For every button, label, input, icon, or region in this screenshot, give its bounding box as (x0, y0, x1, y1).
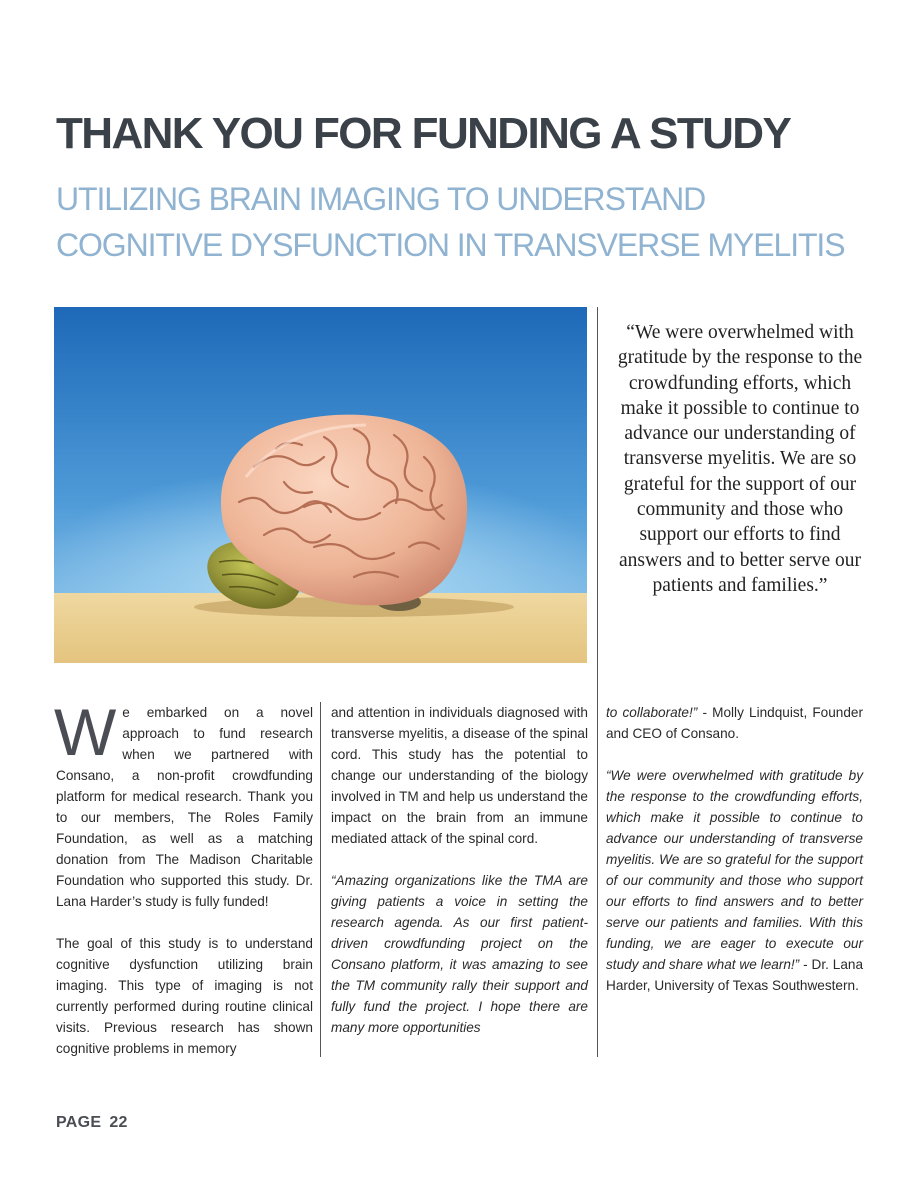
column-divider-right (597, 307, 598, 1057)
article-paragraph-goal: The goal of this study is to understand cognitive dysfunction utilizing brain imaging. This type of imaging is not currently performed during routine clinical visits. Previous research has shown cognitive problems in memory (56, 936, 313, 1056)
page-number (56, 1114, 128, 1132)
article-paragraph-intro: We embarked on a novel approach to fund research when we partnered with Consano, a non-profit crowdfunding platform for medical research. Thank you to our members, The Roles Family Foundation, as well as a matching donation from The Madison Charitable Foundation who supported this study. Dr. Lana Harder’s study is fully funded! (54, 695, 313, 909)
brain-model-photo (54, 307, 587, 663)
subtitle-line-2: COGNITIVE DYSFUNCTION IN TRANSVERSE MYELITIS (56, 227, 845, 263)
page-label: PAGE (56, 1114, 102, 1131)
page-title: THANK YOU FOR FUNDING A STUDY (56, 109, 791, 158)
article-column-2 (331, 702, 588, 1038)
harder-quote: “We were overwhelmed with gratitude by the response to the crowdfunding efforts, which make it possible to continue to advance our understanding of transverse myelitis. We are so grateful for the support of our community and those who support our efforts to find answers and to better serve our patients and families. With this funding, we are eager to execute our study and share what we learn!” - Dr. Lana Harder, University of Texas Southwestern. (606, 768, 864, 993)
consano-quote: “Amazing organizations like the TMA are giving patients a voice in setting the research agenda. As our first patient-driven crowdfunding project on the Consano platform, it was amazing to see the TM community rally their support and fully fund the project. I hope there are many more opportunities (331, 873, 588, 1035)
page-subtitle (56, 176, 896, 268)
page-number-value: 22 (109, 1114, 128, 1131)
pull-quote: “We were overwhelmed with gratitude by the response to the crowdfunding efforts, which make it possible to continue to advance our understanding of transverse myelitis. We are so grateful for the support of our community and those who support our efforts to find answers and to better serve our patients and families.” (617, 322, 863, 596)
drop-cap: W (54, 695, 117, 769)
article-paragraph-continued: and attention in individuals diagnosed with transverse myelitis, a disease of the spinal cord. This study has the potential to change our understanding of the biology involved in TM and help us understand the impact on the brain from an immune mediated attack of the spinal cord. (331, 705, 588, 846)
subtitle-line-1: UTILIZING BRAIN IMAGING TO UNDERSTAND (56, 181, 706, 217)
article-column-3 (606, 702, 863, 996)
article-column-1 (54, 695, 313, 1059)
column-divider-left (320, 702, 321, 1057)
consano-quote-end: to collaborate!” - Molly Lindquist, Founder and CEO of Consano. (606, 705, 864, 741)
